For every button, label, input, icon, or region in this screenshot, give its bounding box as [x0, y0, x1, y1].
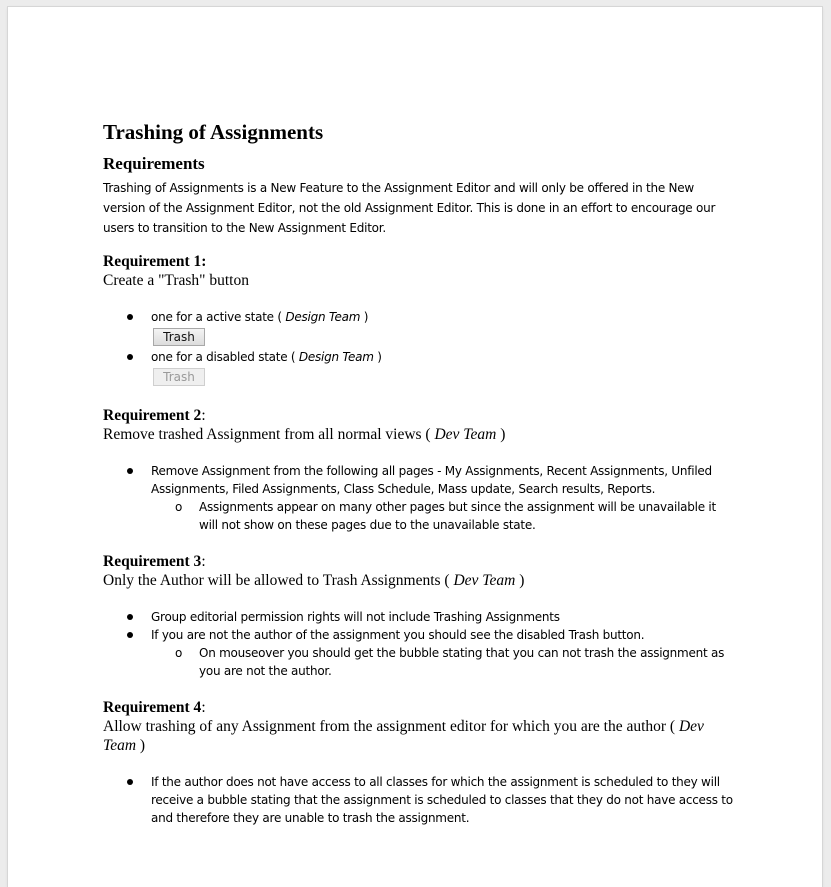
list-item: Remove Assignment from the following all pages - My Assignments, Recent Assignments, Unfiled Assignments, Filed Assignments, Class Schedule, Mass update, Search results, Reports. o Assignments appear on many other pages but since the assignment will be unavailable it will not show on these pages due to the unavailable state. [103, 462, 733, 534]
requirement-heading: Requirement 2: [103, 407, 206, 424]
intro-paragraph: Trashing of Assignments is a New Feature to the Assignment Editor and will only be offered in the New version of the Assignment Editor, not the old Assignment Editor. This is done in an effort to encourage our users to transition to the New Assignment Editor. [103, 181, 716, 235]
team-label: Design Team [298, 350, 374, 364]
document-title: Trashing of Assignments [103, 120, 324, 144]
list-item: If the author does not have access to all classes for which the assignment is scheduled to they will receive a bubble stating that the assignment is scheduled to classes that they do not have access to and therefore they are unable to trash the assignment. [103, 773, 733, 827]
bullet-icon [127, 632, 133, 638]
requirement-heading: Requirement 4: [103, 699, 206, 716]
team-label: Dev Team [434, 426, 497, 443]
bullet-icon [127, 614, 133, 620]
requirement-bullets [103, 773, 733, 827]
requirement-4 [103, 698, 733, 827]
sub-bullets [151, 498, 733, 534]
list-item: Group editorial permission rights will not include Trashing Assignments [103, 608, 733, 626]
sub-bullets [151, 644, 733, 680]
bullet-icon [127, 779, 133, 785]
trash-button-disabled: Trash [153, 368, 205, 386]
sub-list-item: o Assignments appear on many other pages but since the assignment will be unavailable it will not show on these pages due to the unavailable state. [175, 500, 716, 532]
sub-list-item: o On mouseover you should get the bubble stating that you can not trash the assignment as you are not the author. [175, 646, 725, 678]
sub-bullet-icon: o [175, 646, 183, 660]
bullet-icon [127, 468, 133, 474]
requirement-description: Allow trashing of any Assignment from the assignment editor for which you are the author ( Dev Team ) [103, 718, 704, 754]
list-item: one for a disabled state ( Design Team ) Trash [103, 348, 733, 388]
bullet-icon [127, 314, 133, 320]
requirement-1 [103, 252, 733, 388]
document-page [8, 7, 822, 887]
team-label: Dev Team [453, 572, 516, 589]
requirement-description: Create a "Trash" button [103, 272, 249, 289]
list-item: If you are not the author of the assignment you should see the disabled Trash button. o On mouseover you should get the bubble stating that you can not trash the assignment as you are not the author. [103, 626, 733, 680]
requirement-3 [103, 552, 733, 680]
requirement-heading: Requirement 3: [103, 553, 206, 570]
requirement-bullets [103, 462, 733, 534]
requirement-bullets [103, 308, 733, 388]
list-item: one for a active state ( Design Team ) Trash [103, 308, 733, 348]
requirement-heading: Requirement 1: [103, 253, 207, 270]
bullet-icon [127, 354, 133, 360]
sub-bullet-icon: o [175, 500, 183, 514]
requirement-2 [103, 406, 733, 534]
requirement-description: Remove trashed Assignment from all normal views ( Dev Team ) [103, 426, 506, 443]
team-label: Dev Team [103, 718, 704, 754]
team-label: Design Team [285, 310, 361, 324]
requirement-description: Only the Author will be allowed to Trash Assignments ( Dev Team ) [103, 572, 525, 589]
document-content [103, 117, 733, 827]
section-title-requirements: Requirements [103, 154, 205, 173]
trash-button-active[interactable]: Trash [153, 328, 205, 346]
requirement-bullets [103, 608, 733, 680]
